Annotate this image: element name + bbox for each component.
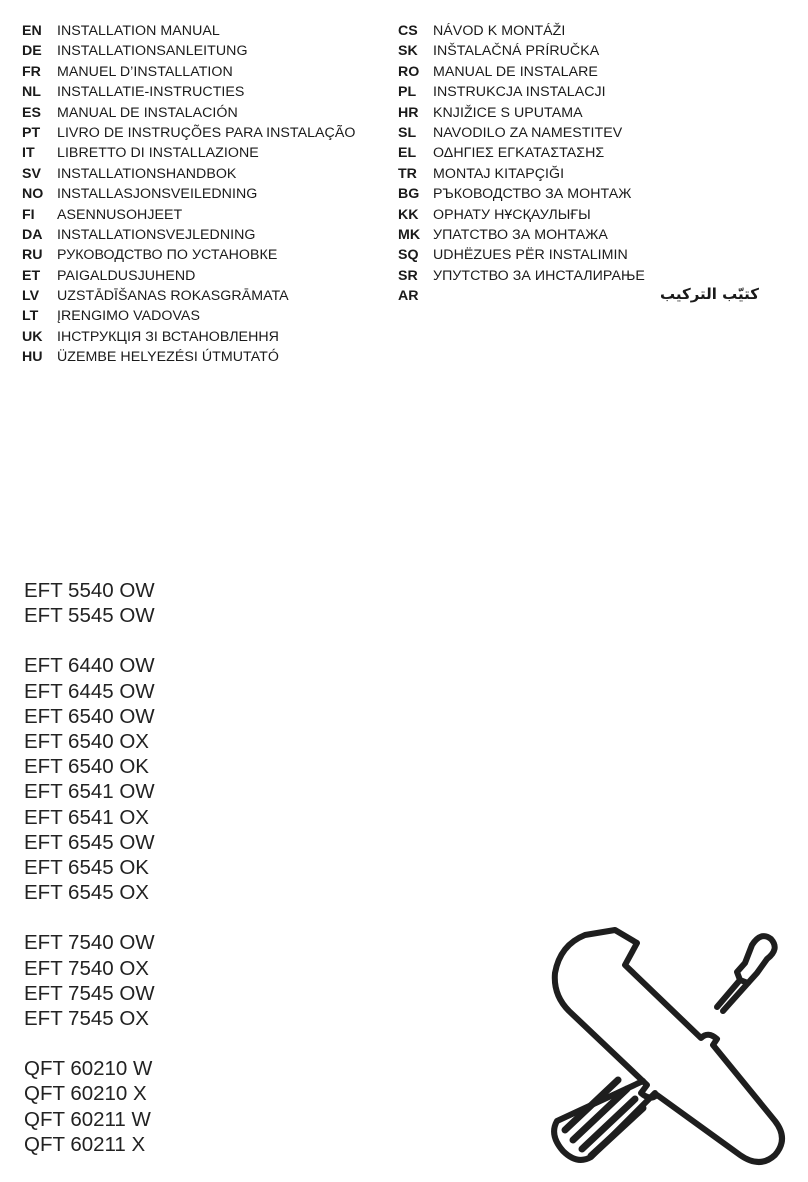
- language-list-right: [398, 21, 645, 306]
- manual-title: INŠTALAČNÁ PRÍRUČKA: [433, 43, 600, 60]
- language-code: SQ: [398, 247, 419, 264]
- model-group: [24, 578, 155, 628]
- manual-title: INSTALLATIONSHANDBOK: [57, 165, 237, 182]
- language-list-left: [22, 21, 355, 368]
- manual-title: INSTRUKCJA INSTALACJI: [433, 84, 606, 101]
- model-number: EFT 5545 OW: [24, 604, 155, 628]
- language-code: EL: [398, 145, 417, 162]
- language-row-kk: [398, 205, 645, 225]
- manual-title: УПУТСТВО ЗА ИНСТАЛИРАЊЕ: [433, 267, 645, 284]
- model-number: EFT 6445 OW: [24, 679, 155, 703]
- arabic-title: كتيّب التركيب: [660, 285, 760, 303]
- language-row-lv: [22, 286, 355, 306]
- language-row-hr: [398, 103, 645, 123]
- model-number: EFT 6540 OX: [24, 730, 149, 754]
- language-code: IT: [22, 145, 35, 162]
- language-code: KK: [398, 206, 419, 223]
- model-number: EFT 5540 OW: [24, 579, 155, 602]
- model-group: [24, 1056, 155, 1157]
- language-row-el: [398, 143, 645, 163]
- model-number: QFT 60210 W: [24, 1057, 153, 1081]
- language-row-sr: [398, 266, 645, 286]
- model-number: QFT 60211 X: [24, 1132, 146, 1156]
- model-number: EFT 6440 OW: [24, 654, 155, 678]
- language-row-fr: [22, 62, 355, 82]
- language-code: ET: [22, 267, 41, 284]
- language-code: LV: [22, 288, 40, 305]
- language-code: PL: [398, 84, 417, 101]
- model-number: EFT 6540 OK: [24, 755, 149, 779]
- model-number: EFT 7545 OX: [24, 1007, 149, 1031]
- manual-title: INSTALLATION MANUAL: [57, 23, 220, 39]
- model-group: [24, 653, 155, 905]
- language-code: PT: [22, 124, 41, 141]
- manual-title: INSTALLATIONSANLEITUNG: [57, 43, 248, 60]
- manual-title: ІНСТРУКЦІЯ ЗІ ВСТАНОВЛЕННЯ: [57, 328, 279, 345]
- manual-title: MANUAL DE INSTALACIÓN: [57, 104, 238, 121]
- manual-title: LIBRETTO DI INSTALLAZIONE: [57, 145, 259, 162]
- manual-title: UDHËZUES PËR INSTALIMIN: [433, 247, 628, 264]
- manual-title: NÁVOD K MONTÁŽI: [433, 23, 566, 39]
- model-number: EFT 6540 OW: [24, 704, 155, 728]
- language-code: BG: [398, 186, 420, 203]
- language-row-hu: [22, 347, 355, 367]
- manual-title: LIVRO DE INSTRUÇÕES PARA INSTALAÇÃO: [57, 124, 356, 141]
- language-code: NL: [22, 84, 41, 101]
- manual-title: УПАТСТВО ЗА МОНТАЖА: [433, 226, 608, 243]
- language-row-ru: [22, 245, 355, 265]
- language-row-sq: [398, 245, 645, 265]
- model-number: EFT 6541 OX: [24, 805, 149, 829]
- manual-title: ASENNUSOHJEET: [57, 206, 183, 223]
- language-code: MK: [398, 226, 421, 243]
- language-row-sl: [398, 123, 645, 143]
- language-row-en: [22, 21, 355, 41]
- model-number: EFT 7540 OW: [24, 931, 155, 955]
- language-code: UK: [22, 328, 43, 345]
- wrench-screwdriver-icon: [545, 925, 790, 1170]
- language-row-ro: [398, 62, 645, 82]
- model-list: [24, 578, 155, 1182]
- manual-title: ĮRENGIMO VADOVAS: [57, 308, 200, 325]
- manual-title: MANUAL DE INSTALARE: [433, 63, 598, 80]
- language-row-pt: [22, 123, 355, 143]
- manual-title: INSTALLATIE-INSTRUCTIES: [57, 84, 245, 101]
- manual-title: MONTAJ KITAPÇIĞI: [433, 165, 565, 182]
- model-number: EFT 7545 OW: [24, 981, 155, 1005]
- manual-title: РУКОВОДСТВО ПО УСТАНОВКЕ: [57, 247, 278, 264]
- language-code: NO: [22, 186, 44, 203]
- manual-title: NAVODILO ZA NAMESTITEV: [433, 124, 623, 141]
- language-code: CS: [398, 23, 418, 39]
- model-number: EFT 6545 OK: [24, 856, 149, 880]
- language-code: RO: [398, 63, 420, 80]
- language-code: TR: [398, 165, 417, 182]
- manual-title: MANUEL D’INSTALLATION: [57, 63, 233, 80]
- language-row-da: [22, 225, 355, 245]
- model-number: QFT 60211 W: [24, 1107, 151, 1131]
- language-code: AR: [398, 288, 419, 305]
- manual-title: INSTALLATIONSVEJLEDNING: [57, 226, 256, 243]
- language-code: LT: [22, 308, 39, 325]
- language-row-no: [22, 184, 355, 204]
- manual-title: KNJIŽICE S UPUTAMA: [433, 104, 583, 121]
- language-row-lt: [22, 306, 355, 326]
- manual-title: UZSTĀDĪŠANAS ROKASGRĀMATA: [57, 288, 289, 305]
- language-row-it: [22, 143, 355, 163]
- manual-title: РЪКОВОДСТВО ЗА МОНТАЖ: [433, 186, 632, 203]
- language-row-bg: [398, 184, 645, 204]
- manual-title: ОРНАТУ НҰСҚАУЛЫҒЫ: [433, 206, 591, 223]
- language-row-et: [22, 266, 355, 286]
- language-code: DE: [22, 43, 42, 60]
- language-row-pl: [398, 82, 645, 102]
- language-row-de: [22, 41, 355, 61]
- model-number: QFT 60210 X: [24, 1082, 147, 1106]
- language-row-sk: [398, 41, 645, 61]
- language-code: SK: [398, 43, 418, 60]
- language-code: FI: [22, 206, 35, 223]
- model-number: EFT 7540 OX: [24, 956, 149, 980]
- language-code: DA: [22, 226, 43, 243]
- language-row-es: [22, 103, 355, 123]
- model-number: EFT 6545 OX: [24, 881, 149, 905]
- language-row-uk: [22, 327, 355, 347]
- language-row-ar: [398, 286, 645, 306]
- language-code: SV: [22, 165, 41, 182]
- language-row-sv: [22, 164, 355, 184]
- language-code: HU: [22, 349, 43, 366]
- manual-title: INSTALLASJONSVEILEDNING: [57, 186, 258, 203]
- language-code: ES: [22, 104, 41, 121]
- model-number: EFT 6545 OW: [24, 830, 155, 854]
- language-code: HR: [398, 104, 419, 121]
- language-code: FR: [22, 63, 41, 80]
- model-number: EFT 6541 OW: [24, 780, 155, 804]
- language-code: SR: [398, 267, 418, 284]
- language-row-fi: [22, 205, 355, 225]
- language-row-mk: [398, 225, 645, 245]
- language-code: SL: [398, 124, 417, 141]
- model-group: [24, 930, 155, 1031]
- manual-title: PAIGALDUSJUHEND: [57, 267, 196, 284]
- language-code: EN: [22, 23, 42, 39]
- manual-title: ÜZEMBE HELYEZÉSI ÚTMUTATÓ: [57, 349, 279, 366]
- language-row-cs: [398, 21, 645, 41]
- language-row-nl: [22, 82, 355, 102]
- language-row-tr: [398, 164, 645, 184]
- manual-title: ΟΔΗΓΙΕΣ ΕΓΚΑΤΑΣΤΑΣΗΣ: [433, 145, 605, 162]
- language-code: RU: [22, 247, 43, 264]
